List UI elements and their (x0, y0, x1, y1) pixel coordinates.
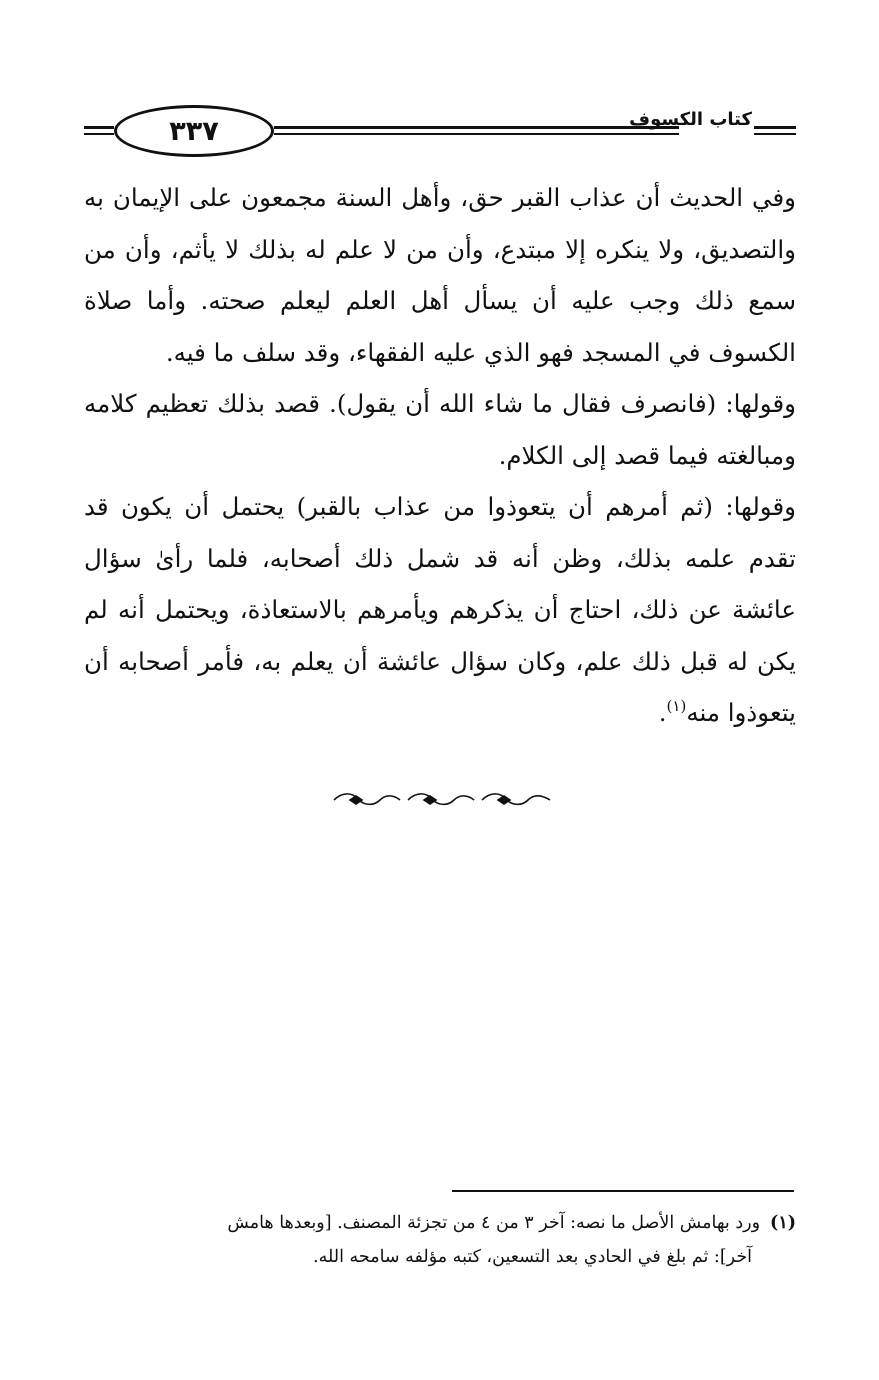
page-number: ٣٣٧ (114, 105, 274, 157)
header-rule-middle (274, 126, 679, 129)
page-header (84, 104, 796, 164)
footnote-reference[interactable]: (١) (666, 697, 687, 715)
decorative-ornament-icon (330, 790, 554, 810)
main-text (84, 172, 796, 739)
footnote-1-line-2: آخر]: ثم بلغ في الحادي بعد التسعين، كتبه مؤلفه سامحه الله. (313, 1247, 752, 1267)
paragraph-3 (84, 481, 796, 739)
header-rule-right (754, 126, 796, 129)
footnote-separator (452, 1190, 794, 1192)
footnotes (84, 1206, 796, 1274)
footnote-1 (84, 1206, 796, 1240)
header-rule-right-thin (754, 133, 796, 135)
paragraph-3-text: وقولها: (ثم أمرهم أن يتعوذوا من عذاب بالقبر) يحتمل أن يكون قد تقدم علمه بذلك، وظن أنه قد شمل ذلك أصحابه، فلما رأىٰ سؤال عائشة عن ذلك، احتاج أن يذكرهم ويأمرهم بالاستعاذة، ويحتمل أنه لم يكن له قبل ذلك علم، وكان سؤال عائشة أن يعلم به، فأمر أصحابه أن يتعوذوا منه (84, 492, 796, 727)
running-title: كتاب الكسوف (629, 109, 752, 130)
header-rule-left-thin (84, 133, 114, 135)
header-rule-left (84, 126, 114, 129)
footnote-1-line-1: ورد بهامش الأصل ما نصه: آخر ٣ من ٤ من تجزئة المصنف. [وبعدها هامش (227, 1213, 761, 1233)
paragraph-3-ending: . (658, 698, 667, 727)
header-rule-middle-thin (274, 133, 679, 135)
footnote-marker: (١) (770, 1213, 796, 1233)
paragraph-2: وقولها: (فانصرف فقال ما شاء الله أن يقول). قصد بذلك تعظيم كلامه ومبالغته فيما قصد إلى الكلام. (84, 389, 796, 470)
paragraph-1: وفي الحديث أن عذاب القبر حق، وأهل السنة مجمعون على الإيمان به والتصديق، ولا ينكره إلا مبتدع، وأن من لا علم له بذلك لا يأثم، وأن من سمع ذلك وجب عليه أن يسأل أهل العلم ليعلم صحته. وأما صلاة الكسوف في المسجد فهو الذي عليه الفقهاء، وقد سلف ما فيه. (84, 183, 796, 367)
